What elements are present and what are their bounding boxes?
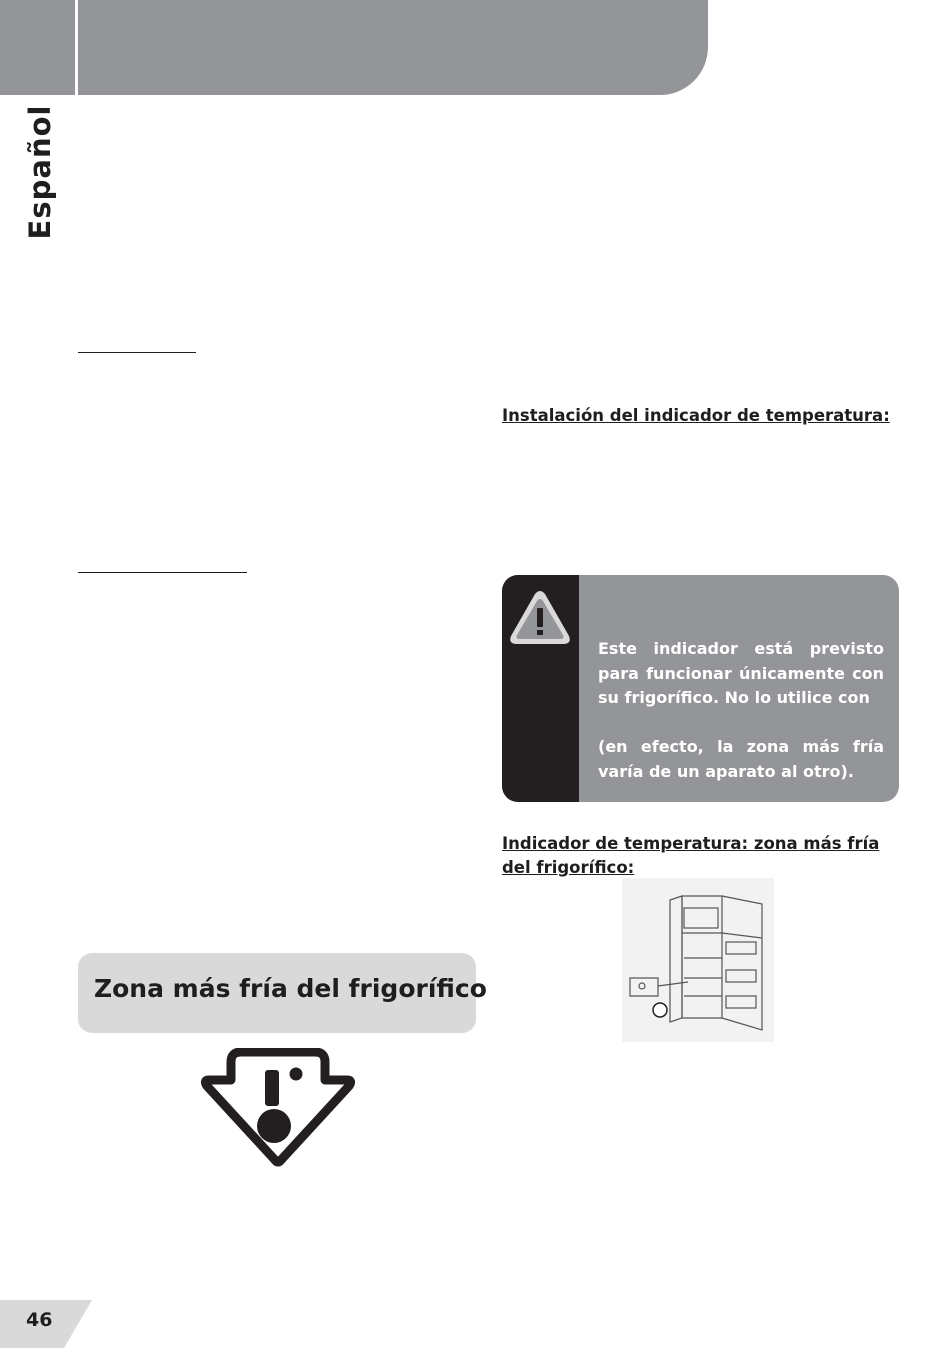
fridge-illustration xyxy=(622,878,774,1042)
indicator-heading: Indicador de temperatura: zona más fría del frigorífico: xyxy=(502,834,880,877)
language-label: Español xyxy=(23,104,57,240)
cold-zone-title: Zona más fría del frigorífico xyxy=(94,974,487,1003)
divider-line xyxy=(78,572,247,573)
warning-text: Este indicador está previsto para funcionar únicamente con su frigorífico. No lo utilice con (en efecto, la zona más fría varía de un aparato al otro). xyxy=(598,639,884,781)
install-heading: Instalación del indicador de temperatura: xyxy=(502,406,890,425)
header-side-block xyxy=(0,0,75,95)
cold-zone-arrow-icon xyxy=(199,1048,357,1168)
divider-line xyxy=(78,352,196,353)
page-number: 46 xyxy=(26,1309,53,1331)
cold-zone-title-box xyxy=(78,953,487,1033)
warning-box xyxy=(502,575,899,802)
warning-triangle-icon xyxy=(508,589,572,647)
header-bar xyxy=(78,0,708,95)
